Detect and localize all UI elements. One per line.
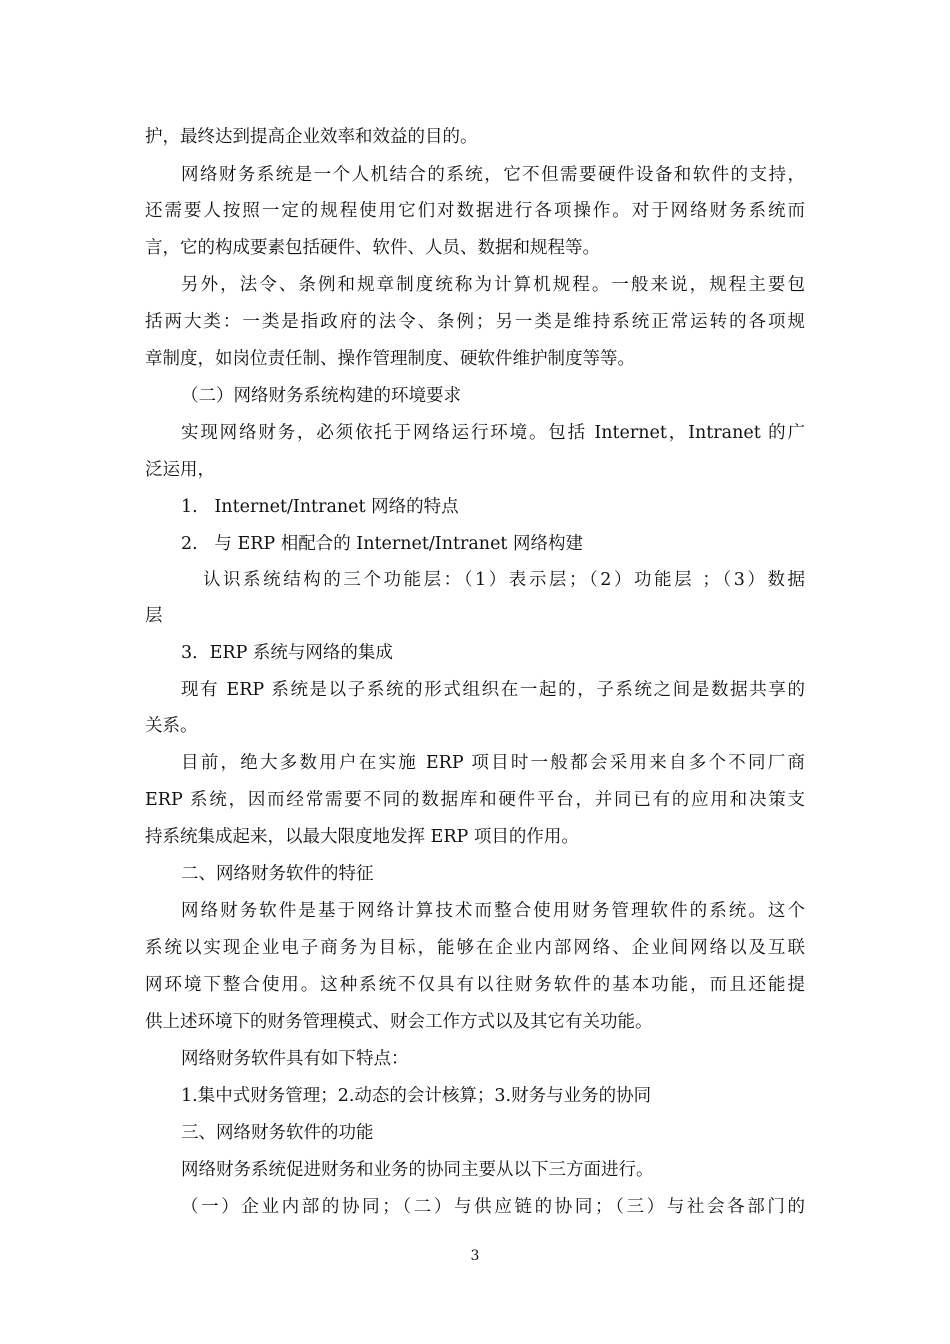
text-line: ERP 系统，因而经常需要不同的数据库和硬件平台，并同已有的应用和决策支: [145, 790, 805, 810]
text-line: 括两大类：一类是指政府的法令、条例；另一类是维持系统正常运转的各项规: [145, 312, 805, 332]
paragraph-line: 网络财务系统促进财务和业务的协同主要从以下三方面进行。: [181, 1160, 654, 1180]
section-heading: 三、网络财务软件的功能: [181, 1123, 374, 1143]
text-line: 还需要人按照一定的规程使用它们对数据进行各项操作。对于网络财务系统而: [145, 201, 805, 221]
paragraph-line: （一）企业内部的协同；（二）与供应链的协同；（三）与社会各部门的: [181, 1197, 805, 1217]
text-line: 持系统集成起来，以最大限度地发挥 ERP 项目的作用。: [145, 827, 579, 847]
section-heading: 二、网络财务软件的特征: [181, 864, 374, 884]
section-heading: 3．ERP 系统与网络的集成: [181, 643, 393, 663]
paragraph-line: 认识系统结构的三个功能层：（1）表示层；（2）功能层 ；（3）数据: [203, 570, 805, 590]
text-line: 供上述环境下的财务管理模式、财会工作方式以及其它有关功能。: [145, 1012, 653, 1032]
paragraph-line: 另外，法令、条例和规章制度统称为计算机规程。一般来说，规程主要包: [181, 275, 805, 295]
paragraph-line: 网络财务系统是一个人机结合的系统，它不但需要硬件设备和软件的支持，: [181, 165, 805, 185]
paragraph-line: 实现网络财务，必须依托于网络运行环境。包括 Internet，Intranet 的广: [181, 423, 805, 443]
text-line: 系统以实现企业电子商务为目标，能够在企业内部网络、企业间网络以及互联: [145, 938, 805, 958]
section-heading: （二）网络财务系统构建的环境要求: [181, 386, 461, 406]
list-item: 2. 与 ERP 相配合的 Internet/Intranet 网络构建: [181, 534, 584, 554]
paragraph-line: 现有 ERP 系统是以子系统的形式组织在一起的，子系统之间是数据共享的: [181, 680, 805, 700]
text-line: 章制度，如岗位责任制、操作管理制度、硬软件维护制度等等。: [145, 349, 635, 369]
text-line: 泛运用，: [145, 460, 215, 480]
text-line: 护，最终达到提高企业效率和效益的目的。: [145, 127, 478, 147]
text-line: 言，它的构成要素包括硬件、软件、人员、数据和规程等。: [145, 238, 600, 258]
paragraph-line: 网络财务软件是基于网络计算技术而整合使用财务管理软件的系统。这个: [181, 901, 805, 921]
paragraph-line: 1.集中式财务管理；2.动态的会计核算；3.财务与业务的协同: [181, 1086, 652, 1106]
page-number: 3: [470, 1248, 480, 1264]
text-line: 网环境下整合使用。这种系统不仅具有以往财务软件的基本功能，而且还能提: [145, 975, 805, 995]
paragraph-line: 目前，绝大多数用户在实施 ERP 项目时一般都会采用来自多个不同厂商: [181, 753, 805, 773]
paragraph-line: 网络财务软件具有如下特点：: [181, 1049, 409, 1069]
list-item: 1. Internet/Intranet 网络的特点: [181, 497, 459, 517]
text-line: 层: [145, 606, 163, 626]
text-line: 关系。: [145, 716, 198, 736]
